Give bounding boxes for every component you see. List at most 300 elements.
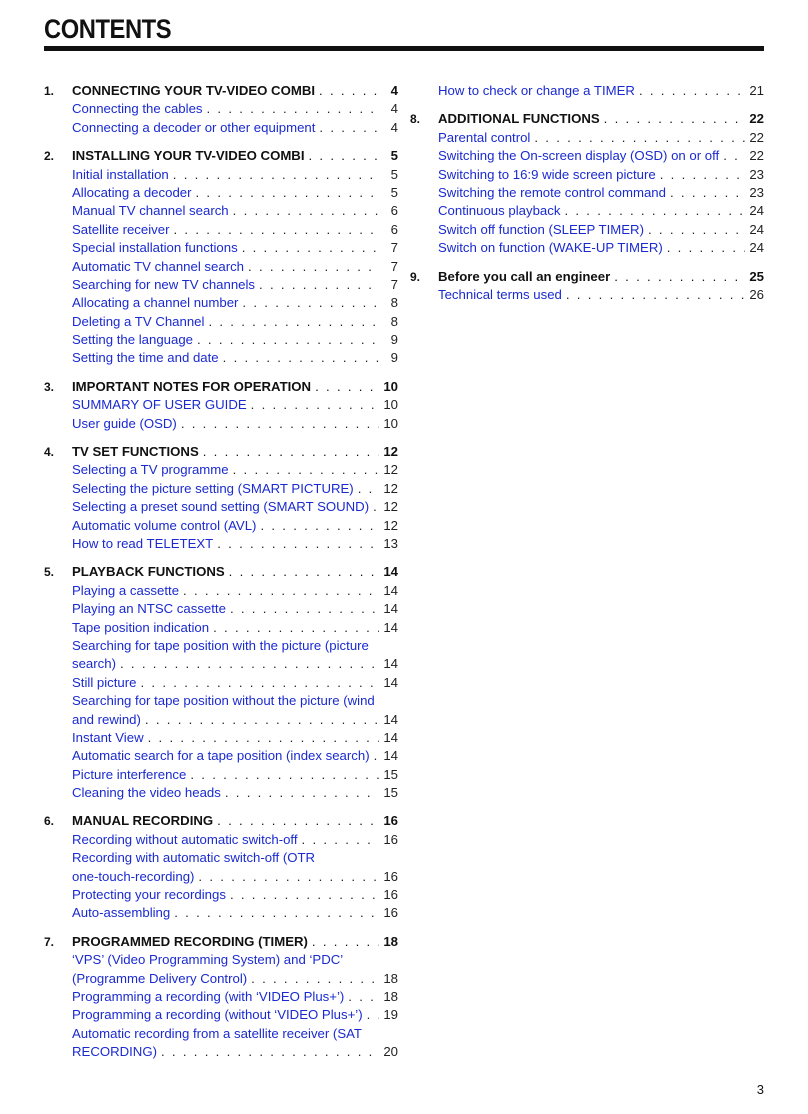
chapter-heading bbox=[72, 378, 398, 396]
toc-section bbox=[44, 812, 398, 922]
dot-leader bbox=[181, 415, 380, 433]
toc-entry-row[interactable] bbox=[44, 1006, 398, 1024]
entry-title: User guide (OSD) bbox=[72, 415, 177, 431]
toc-entry-row[interactable] bbox=[44, 517, 398, 535]
toc-link[interactable] bbox=[72, 1043, 398, 1061]
toc-entry-row[interactable] bbox=[44, 784, 398, 802]
toc-link[interactable] bbox=[72, 637, 398, 655]
toc-link[interactable] bbox=[438, 239, 764, 257]
entry-title: Parental control bbox=[438, 129, 531, 145]
toc-link[interactable] bbox=[72, 582, 398, 600]
entry-title: Programming a recording (without ‘VIDEO Plus+’) bbox=[72, 1007, 363, 1023]
dot-leader bbox=[197, 331, 380, 349]
toc-link[interactable] bbox=[72, 729, 398, 747]
entry-title: Switching the On-screen display (OSD) on or off bbox=[438, 148, 720, 164]
entry-title: SUMMARY OF USER GUIDE bbox=[72, 397, 247, 413]
toc-entry-row[interactable] bbox=[44, 655, 398, 673]
page-ref: 19 bbox=[383, 1007, 398, 1023]
chapter-heading bbox=[72, 812, 398, 830]
toc-chapter-row bbox=[44, 378, 398, 396]
entry-title: Searching for tape position without the picture (wind bbox=[72, 693, 375, 709]
page-ref: 8 bbox=[390, 295, 398, 311]
dot-leader bbox=[190, 766, 379, 784]
toc-entry-row[interactable] bbox=[44, 535, 398, 553]
toc-link[interactable] bbox=[438, 286, 764, 304]
toc-link[interactable] bbox=[72, 1025, 398, 1043]
toc-link[interactable] bbox=[72, 886, 398, 904]
entry-title: Searching for tape position with the picture (picture bbox=[72, 637, 369, 653]
dot-leader bbox=[566, 286, 745, 304]
chapter-title: ADDITIONAL FUNCTIONS bbox=[438, 111, 600, 127]
page-ref: 8 bbox=[390, 313, 398, 329]
toc-section bbox=[44, 563, 398, 802]
toc-link[interactable] bbox=[72, 535, 398, 553]
dot-leader bbox=[374, 747, 380, 765]
entry-title: and rewind) bbox=[72, 711, 141, 727]
toc-link[interactable] bbox=[72, 1006, 398, 1024]
dot-leader bbox=[670, 184, 745, 202]
toc-link[interactable] bbox=[438, 202, 764, 220]
toc-link[interactable] bbox=[72, 276, 398, 294]
entry-title: Automatic search for a tape position (index search) bbox=[72, 748, 370, 764]
toc-entry-row[interactable] bbox=[44, 729, 398, 747]
chapter-heading bbox=[72, 147, 398, 165]
entry-title: Setting the language bbox=[72, 332, 193, 348]
toc-link[interactable] bbox=[72, 849, 398, 867]
page-ref: 22 bbox=[749, 111, 764, 127]
chapter-title: TV SET FUNCTIONS bbox=[72, 444, 199, 460]
toc-entry-row[interactable] bbox=[44, 1043, 398, 1061]
toc-entry-row[interactable] bbox=[44, 480, 398, 498]
dot-leader bbox=[660, 166, 746, 184]
page-ref: 14 bbox=[383, 711, 398, 727]
page-ref: 12 bbox=[383, 480, 398, 496]
toc-entry-row[interactable] bbox=[44, 258, 398, 276]
toc-link[interactable] bbox=[72, 831, 398, 849]
entry-title: Manual TV channel search bbox=[72, 203, 229, 219]
page-ref: 24 bbox=[749, 203, 764, 219]
page-ref: 7 bbox=[390, 258, 398, 274]
toc-entry-row[interactable] bbox=[410, 129, 764, 147]
page-ref: 16 bbox=[383, 813, 398, 829]
entry-title: Automatic volume control (AVL) bbox=[72, 517, 257, 533]
page-ref: 16 bbox=[383, 905, 398, 921]
entry-title: Picture interference bbox=[72, 766, 187, 782]
page-ref: 23 bbox=[749, 166, 764, 182]
entry-title: Recording without automatic switch-off bbox=[72, 831, 298, 847]
toc-entry-row[interactable] bbox=[410, 221, 764, 239]
page-ref: 7 bbox=[390, 240, 398, 256]
page-ref: 25 bbox=[749, 268, 764, 284]
dot-leader bbox=[148, 729, 380, 747]
dot-leader bbox=[667, 239, 746, 257]
page-ref: 15 bbox=[383, 766, 398, 782]
page-ref: 10 bbox=[383, 397, 398, 413]
chapter-heading bbox=[72, 933, 398, 951]
entry-title: Continuous playback bbox=[438, 203, 561, 219]
entry-title: Selecting a TV programme bbox=[72, 462, 229, 478]
page-ref: 4 bbox=[390, 101, 398, 117]
toc-link[interactable] bbox=[438, 184, 764, 202]
toc-section bbox=[410, 110, 764, 257]
toc-left-column bbox=[44, 82, 398, 1072]
dot-leader bbox=[198, 868, 379, 886]
toc-chapter-row bbox=[410, 268, 764, 286]
toc-entry-row[interactable] bbox=[410, 202, 764, 220]
entry-title: RECORDING) bbox=[72, 1044, 157, 1060]
toc-link[interactable] bbox=[72, 313, 398, 331]
dot-leader bbox=[242, 294, 380, 312]
toc-link[interactable] bbox=[438, 82, 764, 100]
toc-entry-row[interactable] bbox=[44, 498, 398, 516]
toc-entry-row[interactable] bbox=[44, 1025, 398, 1043]
toc-entry-row[interactable] bbox=[410, 239, 764, 257]
toc-link[interactable] bbox=[72, 951, 398, 969]
page-number: 3 bbox=[756, 1082, 764, 1097]
page-ref: 20 bbox=[383, 1044, 398, 1060]
toc-link[interactable] bbox=[72, 517, 398, 535]
entry-title: Automatic TV channel search bbox=[72, 258, 245, 274]
toc-link[interactable] bbox=[72, 988, 398, 1006]
page-ref: 9 bbox=[390, 332, 398, 348]
entry-title: Selecting the picture setting (SMART PICTURE) bbox=[72, 480, 354, 496]
dot-leader bbox=[604, 110, 746, 128]
dot-leader bbox=[213, 619, 379, 637]
chapter-number: 8. bbox=[410, 112, 421, 127]
title-rule bbox=[44, 46, 764, 51]
entry-title: Deleting a TV Channel bbox=[72, 313, 205, 329]
toc-entry-row[interactable] bbox=[44, 202, 398, 220]
toc-section bbox=[410, 82, 764, 100]
page-ref: 13 bbox=[383, 535, 398, 551]
toc-link[interactable] bbox=[72, 258, 398, 276]
toc-link[interactable] bbox=[72, 619, 398, 637]
entry-title: How to check or change a TIMER bbox=[438, 83, 635, 98]
entry-title: search) bbox=[72, 656, 116, 672]
toc-link[interactable] bbox=[72, 331, 398, 349]
page-ref: 10 bbox=[383, 415, 398, 431]
toc-entry-row[interactable] bbox=[44, 313, 398, 331]
toc-link[interactable] bbox=[72, 294, 398, 312]
page-ref: 21 bbox=[749, 83, 764, 98]
toc-link[interactable] bbox=[72, 600, 398, 618]
toc-entry-row[interactable] bbox=[44, 674, 398, 692]
page-ref: 5 bbox=[390, 166, 398, 182]
toc-entry-row[interactable] bbox=[44, 637, 398, 655]
dot-leader bbox=[260, 517, 379, 535]
toc-link[interactable] bbox=[438, 129, 764, 147]
dot-leader bbox=[315, 378, 379, 396]
toc-link[interactable] bbox=[72, 221, 398, 239]
toc-link[interactable] bbox=[72, 349, 398, 367]
toc-entry-row[interactable] bbox=[410, 82, 764, 100]
dot-leader bbox=[233, 461, 380, 479]
page-ref: 12 bbox=[383, 462, 398, 478]
toc-entry-row[interactable] bbox=[44, 221, 398, 239]
toc-entry-row[interactable] bbox=[44, 868, 398, 886]
chapter-number: 1. bbox=[44, 84, 55, 98]
toc-entry-row[interactable] bbox=[44, 276, 398, 294]
page-ref: 22 bbox=[749, 129, 764, 145]
toc-entry-row[interactable] bbox=[44, 970, 398, 988]
page-ref: 23 bbox=[749, 184, 764, 200]
page-ref: 16 bbox=[383, 868, 398, 884]
toc-entry-row[interactable] bbox=[44, 849, 398, 867]
chapter-number: 7. bbox=[44, 934, 55, 949]
toc-link[interactable] bbox=[72, 904, 398, 922]
page-ref: 16 bbox=[383, 831, 398, 847]
toc-link[interactable] bbox=[72, 100, 398, 118]
entry-title: Searching for new TV channels bbox=[72, 276, 256, 292]
toc-section bbox=[44, 443, 398, 553]
toc-entry-row[interactable] bbox=[44, 294, 398, 312]
toc-section bbox=[44, 933, 398, 1062]
entry-title: one-touch-recording) bbox=[72, 868, 195, 884]
entry-title: Allocating a decoder bbox=[72, 184, 192, 200]
chapter-title: Before you call an engineer bbox=[438, 268, 611, 284]
toc-link[interactable] bbox=[72, 766, 398, 784]
page-ref: 12 bbox=[383, 517, 398, 533]
toc-entry-row[interactable] bbox=[410, 286, 764, 304]
entry-title: Satellite receiver bbox=[72, 221, 170, 237]
entry-title: Setting the time and date bbox=[72, 350, 219, 366]
dot-leader bbox=[141, 674, 380, 692]
dot-leader bbox=[639, 82, 745, 100]
dot-leader bbox=[173, 221, 380, 239]
chapter-number: 5. bbox=[44, 565, 55, 580]
toc-link[interactable] bbox=[72, 415, 398, 433]
entry-title: ‘VPS’ (Video Programming System) and ‘PDC’ bbox=[72, 952, 344, 968]
chapter-title: IMPORTANT NOTES FOR OPERATION bbox=[72, 378, 312, 394]
toc-entry-row[interactable] bbox=[44, 239, 398, 257]
toc-section bbox=[410, 268, 764, 305]
dot-leader bbox=[251, 396, 380, 414]
dot-leader bbox=[373, 498, 379, 516]
dot-leader bbox=[648, 221, 745, 239]
dot-leader bbox=[358, 480, 380, 498]
chapter-title: MANUAL RECORDING bbox=[72, 813, 214, 829]
entry-title: Tape position indication bbox=[72, 619, 210, 635]
page-ref: 12 bbox=[383, 499, 398, 515]
chapter-heading bbox=[438, 268, 764, 286]
dot-leader bbox=[248, 258, 380, 276]
entry-title: Switch on function (WAKE-UP TIMER) bbox=[438, 240, 663, 256]
toc-entry-row[interactable] bbox=[44, 951, 398, 969]
entry-title: Selecting a preset sound setting (SMART SOUND) bbox=[72, 499, 370, 515]
page-ref: 26 bbox=[749, 286, 764, 302]
dot-leader bbox=[242, 239, 380, 257]
entry-title: Switch off function (SLEEP TIMER) bbox=[438, 221, 644, 237]
toc-link[interactable] bbox=[72, 239, 398, 257]
dot-leader bbox=[534, 129, 745, 147]
toc-chapter-row bbox=[44, 933, 398, 951]
toc-link[interactable] bbox=[72, 747, 398, 765]
dot-leader bbox=[319, 82, 380, 100]
toc-entry-row[interactable] bbox=[44, 988, 398, 1006]
page-ref: 18 bbox=[383, 988, 398, 1004]
entry-title: Protecting your recordings bbox=[72, 887, 226, 903]
dot-leader bbox=[302, 831, 380, 849]
page-ref: 22 bbox=[749, 148, 764, 164]
toc-entry-row[interactable] bbox=[44, 904, 398, 922]
toc-link[interactable] bbox=[72, 970, 398, 988]
page-ref: 14 bbox=[383, 582, 398, 598]
toc-entry-row[interactable] bbox=[44, 692, 398, 710]
chapter-number: 2. bbox=[44, 149, 55, 164]
page-ref: 16 bbox=[383, 887, 398, 903]
entry-title: Programming a recording (with ‘VIDEO Plus+’) bbox=[72, 988, 345, 1004]
toc-link[interactable] bbox=[72, 480, 398, 498]
entry-title: (Programme Delivery Control) bbox=[72, 970, 248, 986]
toc-link[interactable] bbox=[72, 119, 398, 137]
toc-entry-row[interactable] bbox=[44, 461, 398, 479]
dot-leader bbox=[145, 711, 379, 729]
toc-entry-row[interactable] bbox=[44, 582, 398, 600]
toc-chapter-row bbox=[44, 563, 398, 581]
toc-link[interactable] bbox=[438, 166, 764, 184]
entry-title: Instant View bbox=[72, 729, 144, 745]
chapter-title: PROGRAMMED RECORDING (TIMER) bbox=[72, 933, 308, 949]
page-ref: 4 bbox=[390, 83, 398, 98]
dot-leader bbox=[223, 349, 380, 367]
toc-link[interactable] bbox=[72, 655, 398, 673]
entry-title: Switching to 16:9 wide screen picture bbox=[438, 166, 656, 182]
page-ref: 10 bbox=[383, 378, 398, 394]
toc-entry-row[interactable] bbox=[44, 119, 398, 137]
toc-entry-row[interactable] bbox=[44, 166, 398, 184]
entry-title: How to read TELETEXT bbox=[72, 535, 214, 551]
toc-link[interactable] bbox=[72, 166, 398, 184]
toc-entry-row[interactable] bbox=[44, 600, 398, 618]
toc-entry-row[interactable] bbox=[44, 711, 398, 729]
toc-entry-row[interactable] bbox=[44, 619, 398, 637]
toc-entry-row[interactable] bbox=[44, 747, 398, 765]
dot-leader bbox=[233, 202, 380, 220]
dot-leader bbox=[564, 202, 745, 220]
toc-entry-row[interactable] bbox=[44, 886, 398, 904]
dot-leader bbox=[251, 970, 379, 988]
dot-leader bbox=[229, 563, 380, 581]
page-ref: 14 bbox=[383, 674, 398, 690]
toc-entry-row[interactable] bbox=[44, 831, 398, 849]
page-ref: 5 bbox=[390, 148, 398, 164]
toc-section bbox=[44, 378, 398, 433]
dot-leader bbox=[319, 119, 380, 137]
dot-leader bbox=[174, 904, 379, 922]
toc-entry-row[interactable] bbox=[44, 766, 398, 784]
toc-entry-row[interactable] bbox=[44, 100, 398, 118]
entry-title: Initial installation bbox=[72, 166, 169, 182]
dot-leader bbox=[161, 1043, 379, 1061]
page-ref: 14 bbox=[383, 656, 398, 672]
dot-leader bbox=[367, 1006, 380, 1024]
toc-link[interactable] bbox=[72, 784, 398, 802]
chapter-title: CONNECTING YOUR TV-VIDEO COMBI bbox=[72, 83, 316, 98]
chapter-heading bbox=[72, 82, 398, 100]
toc-link[interactable] bbox=[72, 692, 398, 710]
chapter-title: INSTALLING YOUR TV-VIDEO COMBI bbox=[72, 148, 305, 164]
dot-leader bbox=[309, 147, 381, 165]
page-title: CONTENTS bbox=[44, 14, 172, 44]
page-ref: 18 bbox=[383, 933, 398, 949]
toc-entry-row[interactable] bbox=[44, 415, 398, 433]
toc-link[interactable] bbox=[72, 184, 398, 202]
chapter-heading bbox=[72, 563, 398, 581]
chapter-heading bbox=[72, 443, 398, 461]
entry-title: Auto-assembling bbox=[72, 905, 171, 921]
toc-link[interactable] bbox=[72, 498, 398, 516]
dot-leader bbox=[312, 933, 379, 951]
page-ref: 6 bbox=[390, 203, 398, 219]
entry-title: Connecting the cables bbox=[72, 101, 203, 117]
toc-chapter-row bbox=[44, 82, 398, 100]
toc-link[interactable] bbox=[72, 868, 398, 886]
toc-link[interactable] bbox=[438, 221, 764, 239]
dot-leader bbox=[217, 535, 379, 553]
dot-leader bbox=[207, 100, 381, 118]
page-ref: 14 bbox=[383, 564, 398, 580]
toc-entry-row[interactable] bbox=[410, 166, 764, 184]
toc-chapter-row bbox=[44, 812, 398, 830]
entry-title: Connecting a decoder or other equipment bbox=[72, 119, 316, 135]
toc-link[interactable] bbox=[72, 711, 398, 729]
entry-title: Allocating a channel number bbox=[72, 295, 239, 311]
toc-link[interactable] bbox=[72, 674, 398, 692]
toc-chapter-row bbox=[44, 147, 398, 165]
page-ref: 9 bbox=[390, 350, 398, 366]
page-ref: 24 bbox=[749, 221, 764, 237]
page-ref: 14 bbox=[383, 748, 398, 764]
dot-leader bbox=[348, 988, 379, 1006]
dot-leader bbox=[225, 784, 379, 802]
chapter-number: 6. bbox=[44, 814, 55, 829]
page-ref: 18 bbox=[383, 970, 398, 986]
chapter-title: PLAYBACK FUNCTIONS bbox=[72, 564, 225, 580]
entry-title: Recording with automatic switch-off (OTR bbox=[72, 850, 316, 866]
toc-link[interactable] bbox=[72, 202, 398, 220]
toc-entry-row[interactable] bbox=[44, 184, 398, 202]
page-ref: 7 bbox=[390, 276, 398, 292]
toc-entry-row[interactable] bbox=[410, 147, 764, 165]
dot-leader bbox=[120, 655, 379, 673]
entry-title: Cleaning the video heads bbox=[72, 785, 221, 801]
toc-link[interactable] bbox=[438, 147, 764, 165]
page-ref: 5 bbox=[390, 184, 398, 200]
dot-leader bbox=[173, 166, 380, 184]
entry-title: Playing an NTSC cassette bbox=[72, 601, 226, 617]
entry-title: Still picture bbox=[72, 674, 137, 690]
entry-title: Playing a cassette bbox=[72, 582, 180, 598]
page-ref: 14 bbox=[383, 601, 398, 617]
toc-entry-row[interactable] bbox=[44, 349, 398, 367]
entry-title: Technical terms used bbox=[438, 286, 562, 302]
toc-entry-row[interactable] bbox=[44, 331, 398, 349]
chapter-heading bbox=[438, 110, 764, 128]
chapter-number: 9. bbox=[410, 269, 421, 284]
toc-chapter-row bbox=[44, 443, 398, 461]
toc-entry-row[interactable] bbox=[44, 396, 398, 414]
dot-leader bbox=[183, 582, 379, 600]
dot-leader bbox=[614, 268, 745, 286]
chapter-number: 4. bbox=[44, 445, 55, 460]
toc-link[interactable] bbox=[72, 461, 398, 479]
page-ref: 14 bbox=[383, 619, 398, 635]
entry-title: Switching the remote control command bbox=[438, 184, 666, 200]
page-ref: 4 bbox=[390, 119, 398, 135]
toc-link[interactable] bbox=[72, 396, 398, 414]
toc-entry-row[interactable] bbox=[410, 184, 764, 202]
toc-section bbox=[44, 147, 398, 368]
